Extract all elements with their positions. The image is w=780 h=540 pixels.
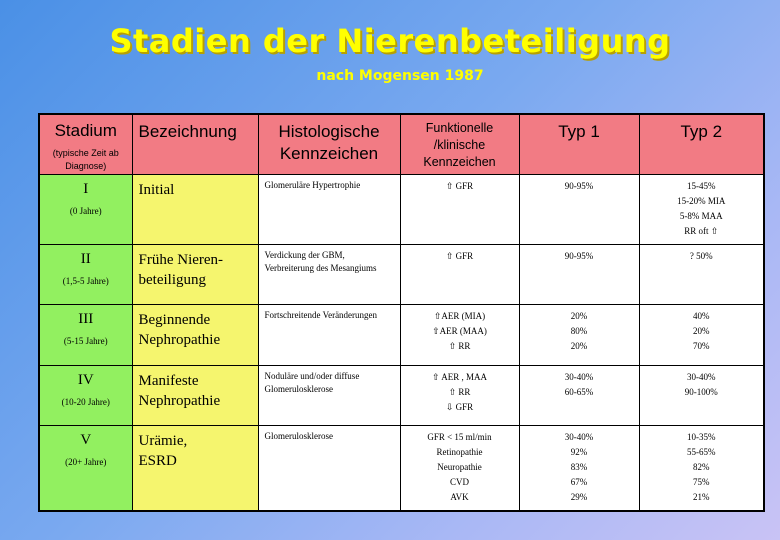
- header-stadium: [39, 114, 132, 174]
- typ2-value: 70%: [693, 340, 710, 351]
- funktion-cell: [400, 244, 519, 304]
- bezeichnung-line: Urämie,: [138, 433, 188, 450]
- histologie-cell: [258, 244, 400, 304]
- typ1-cell: [519, 244, 639, 304]
- histologie-cell: [258, 174, 400, 244]
- header-func-line: Kennzeichen: [423, 155, 496, 169]
- stadium-cell: [39, 426, 132, 511]
- bezeichnung-line: Nephropathie: [138, 393, 221, 410]
- typ1-value: 30-40%: [564, 432, 594, 443]
- header-stadium-label: Stadium: [54, 121, 117, 140]
- histologie-line: Fortschreitende Veränderungen: [264, 309, 378, 320]
- stadium-cell: [39, 304, 132, 365]
- typ1-value: 80%: [570, 325, 588, 336]
- funktion-line: ⇧ GFR: [445, 250, 474, 261]
- funktion-cell: [400, 304, 519, 365]
- typ2-value: 10-35%: [687, 432, 716, 443]
- typ2-cell: [639, 426, 764, 511]
- funktion-line: ⇧AER (MIA): [433, 310, 486, 321]
- slide-subtitle: nach Mogensen 1987: [316, 68, 484, 84]
- typ1-value: 92%: [570, 447, 588, 458]
- funktion-line: CVD: [449, 477, 469, 488]
- stadium-roman: IV: [77, 372, 94, 389]
- header-bezeichnung: Bezeichnung: [132, 114, 258, 174]
- typ2-value: ? 50%: [689, 250, 713, 261]
- header-stadium-note: Diagnose): [65, 161, 107, 171]
- typ2-cell: [639, 304, 764, 365]
- bezeichnung-line: Frühe Nieren-: [138, 251, 224, 268]
- typ2-value: 21%: [693, 492, 710, 503]
- funktion-line: ⇧ AER , MAA: [431, 372, 488, 383]
- funktion-line: ⇩ GFR: [445, 402, 474, 413]
- funktion-line: ⇧ RR: [448, 340, 471, 351]
- header-func-line: /klinische: [433, 138, 486, 152]
- stadium-roman: V: [80, 432, 92, 449]
- funktion-cell: [400, 174, 519, 244]
- table-row: [39, 174, 764, 244]
- stadium-roman: II: [80, 250, 91, 267]
- bezeichnung-cell: [132, 174, 258, 244]
- stadium-roman: III: [78, 310, 94, 327]
- histologie-line: Verbreiterung des Mesangiums: [264, 262, 377, 273]
- typ2-value: 15-45%: [687, 180, 716, 191]
- histologie-line: Glomerulosklerose: [264, 431, 333, 442]
- bezeichnung-cell: [132, 244, 258, 304]
- typ1-value: 20%: [570, 340, 588, 351]
- bezeichnung-line: Nephropathie: [138, 331, 221, 348]
- typ1-cell: [519, 174, 639, 244]
- typ1-cell: [519, 426, 639, 511]
- typ2-value: 75%: [693, 477, 710, 488]
- histologie-line: Noduläre und/oder diffuse: [264, 371, 360, 382]
- typ2-value: RR oft ⇧: [684, 225, 719, 236]
- typ2-value: 15-20% MIA: [677, 195, 726, 206]
- table-row: [39, 304, 764, 365]
- typ2-value: 40%: [693, 310, 710, 321]
- header-histo-line: Histologische: [278, 122, 380, 141]
- bezeichnung-line: Manifeste: [138, 373, 199, 390]
- typ1-value: 29%: [570, 492, 588, 503]
- bezeichnung-cell: [132, 426, 258, 511]
- stadium-years: (20+ Jahre): [65, 457, 107, 468]
- typ2-cell: [639, 174, 764, 244]
- typ2-value: 30-40%: [687, 372, 716, 383]
- histologie-line: Verdickung der GBM,: [264, 249, 345, 260]
- typ2-cell: [639, 244, 764, 304]
- stadium-cell: [39, 174, 132, 244]
- typ1-value: 90-95%: [564, 180, 594, 191]
- funktion-line: ⇧ GFR: [445, 180, 474, 191]
- header-histologische: [258, 114, 400, 174]
- stages-table: [38, 113, 765, 512]
- funktion-line: GFR < 15 ml/min: [427, 432, 492, 443]
- bezeichnung-line: ESRD: [138, 453, 177, 470]
- typ1-cell: [519, 304, 639, 365]
- histologie-line: Glomerulosklerose: [264, 384, 333, 395]
- funktion-line: Neuropathie: [437, 462, 482, 473]
- stadium-years: (1,5-5 Jahre): [62, 275, 109, 286]
- typ1-value: 83%: [570, 462, 588, 473]
- bezeichnung-line: Initial: [138, 181, 175, 198]
- funktion-line: ⇧ RR: [448, 387, 471, 398]
- typ1-value: 20%: [570, 310, 588, 321]
- header-func-line: Funktionelle: [425, 121, 494, 135]
- typ2-value: 5-8% MAA: [679, 210, 723, 221]
- header-typ1: Typ 1: [519, 114, 639, 174]
- histologie-cell: [258, 304, 400, 365]
- typ2-value: 55-65%: [687, 447, 716, 458]
- table-row: [39, 244, 764, 304]
- typ1-value: 30-40%: [564, 372, 594, 383]
- stadium-years: (10-20 Jahre): [61, 397, 110, 408]
- header-row: [39, 114, 764, 174]
- slide-title: Stadien der Nierenbeteiligung: [109, 22, 671, 60]
- histologie-cell: [258, 426, 400, 511]
- stadium-roman: I: [83, 180, 89, 197]
- stadium-years: (0 Jahre): [69, 205, 102, 216]
- funktion-line: Retinopathie: [436, 447, 483, 458]
- typ1-cell: [519, 366, 639, 426]
- header-funktionelle: [400, 114, 519, 174]
- funktion-line: ⇧AER (MAA): [432, 325, 487, 336]
- bezeichnung-cell: [132, 304, 258, 365]
- bezeichnung-cell: [132, 366, 258, 426]
- typ2-cell: [639, 366, 764, 426]
- stadium-cell: [39, 244, 132, 304]
- typ2-value: 20%: [693, 325, 710, 336]
- table-row: [39, 426, 764, 511]
- bezeichnung-line: beteiligung: [138, 271, 206, 288]
- typ1-value: 60-65%: [564, 387, 594, 398]
- stadium-cell: [39, 366, 132, 426]
- header-histo-line: Kennzeichen: [279, 144, 379, 163]
- bezeichnung-line: Beginnende: [138, 311, 211, 328]
- stadium-years: (5-15 Jahre): [63, 335, 108, 346]
- header-typ2: Typ 2: [639, 114, 764, 174]
- histologie-line: Glomeruläre Hypertrophie: [264, 179, 361, 190]
- typ2-value: 90-100%: [684, 387, 718, 398]
- funktion-cell: [400, 426, 519, 511]
- typ2-value: 82%: [693, 462, 710, 473]
- table-row: [39, 366, 764, 426]
- header-stadium-note: (typische Zeit ab: [52, 148, 119, 158]
- typ1-value: 90-95%: [564, 250, 594, 261]
- typ1-value: 67%: [570, 477, 588, 488]
- funktion-cell: [400, 366, 519, 426]
- histologie-cell: [258, 366, 400, 426]
- funktion-line: AVK: [450, 492, 469, 503]
